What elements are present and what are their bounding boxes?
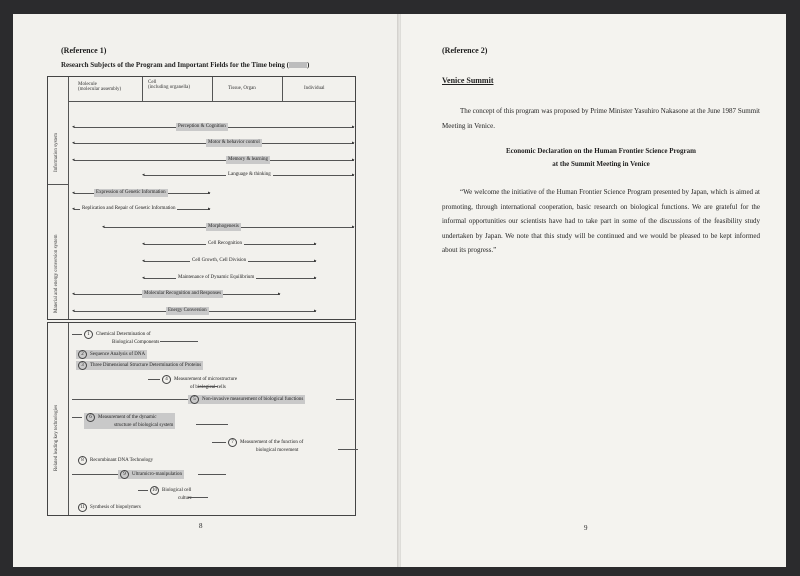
subject-label: Cell Recognition [208,241,243,246]
item-number-icon: 10 [152,488,157,493]
arrow-head-right: ▸ [352,125,355,130]
chart-title-text: Research Subjects of the Program and Important Fields for the Time being ( [61,61,290,69]
side-label-tech: Related leading key technologies [54,404,59,471]
subject-label: Molecular Recognition and Responses [144,291,222,296]
arrow-head-left: ◂ [72,141,75,146]
tech-arrow [148,379,160,380]
subject-label: Maintenance of Dynamic Equilibrium [178,275,255,280]
item-number-icon: 6 [86,413,95,422]
subject-label: Language & thinking [228,172,271,177]
left-page [13,14,398,567]
item-number-icon: 4 [162,375,171,384]
tech-arrow [138,490,148,491]
tech-arrow-tail [188,497,208,498]
declaration-line-1: Economic Declaration on the Human Frontier Science Program [506,147,696,155]
chart-title [61,61,309,69]
subject-label: Energy Conversion [168,308,207,313]
row-arrow [74,160,354,161]
tech-label: 3 Three Dimensional Structure Determination of Proteins [76,361,203,370]
tech-label: 11 Synthesis of biopolymers [76,503,143,512]
quote-paragraph: “We welcome the initiative of the Human Frontier Science Program presented by Japan, which is aimed at promoting, through international cooperation, basic research on biological functions. We are grateful for the informal opportunities our scientists have had to take part in some of the discussions of the feasibility study undertaken by Japan. We note that this study will be continued and we would be pleased to be kept informed about its progress.” [442,188,760,254]
arrow-head-right: ▸ [314,276,317,281]
tech-label: 10 Biological cell culture [152,488,192,501]
page-number-right: 9 [584,524,588,532]
arrow-head-left: ◂ [102,225,105,230]
page-number-left: 8 [199,522,203,530]
right-page [401,14,786,567]
arrow-head-left: ◂ [72,191,75,196]
item-number-icon: 8 [78,456,87,465]
arrow-head-left: ◂ [72,292,75,297]
arrow-head-left: ◂ [142,242,145,247]
item-number-icon: 5 [190,395,199,404]
tech-label: 7 Measurement of the function of biological movement [226,438,305,454]
arrow-head-right: ▸ [352,173,355,178]
item-number-icon: 9 [120,470,129,479]
tech-label: 1 Chemical Determination of Biological Components [82,330,161,346]
tech-label: 4 Measurement of microstructure of biological cells [160,375,239,391]
tech-arrow-tail [160,341,198,342]
item-number-icon: 3 [78,361,87,370]
legend-swatch [289,61,310,69]
item-number-icon: 2 [78,350,87,359]
subject-label: Memory & learning [228,157,268,162]
tech-label: 2 Sequence Analysis of DNA [76,350,147,359]
tech-label: 5 Non-invasive measurement of biological functions [188,395,305,404]
side-label-info: Information system [54,132,59,172]
subject-label: Expression of Genetic Information [96,190,166,195]
arrow-head-right: ▸ [208,207,211,212]
col-cell: Cell (including organella) [148,80,190,90]
tech-arrow [72,399,188,400]
arrow-head-left: ◂ [72,125,75,130]
item-number-icon: 1 [84,330,93,339]
arrow-head-left: ◂ [72,309,75,314]
arrow-head-left: ◂ [142,259,145,264]
arrow-head-right: ▸ [352,158,355,163]
tech-arrow [72,417,82,418]
subject-label: Cell Growth, Cell Division [192,258,247,263]
subject-label: Perception & Cognition [178,124,226,129]
tech-arrow-tail [196,424,228,425]
tech-arrow-tail [198,386,218,387]
section-title: Venice Summit [442,76,494,85]
arrow-head-right: ▸ [278,292,281,297]
tech-arrow [72,334,82,335]
col-molecule: Molecule (molecular assembly) [78,82,122,92]
tech-label: 8 Recombinant DNA Technology [76,456,155,465]
tech-label: 9 Ultramicro-manipulation [118,470,184,479]
subject-label: Motor & behavior control [208,140,260,145]
reference-1-heading: (Reference 1) [61,46,107,55]
arrow-head-left: ◂ [142,276,145,281]
arrow-head-left: ◂ [72,158,75,163]
tech-arrow-tail [198,474,226,475]
chart-title-end: ) [307,61,310,69]
tech-arrow [212,442,226,443]
arrow-head-right: ▸ [314,309,317,314]
arrow-head-right: ▸ [208,191,211,196]
declaration-heading [442,145,760,171]
col-tissue: Tissue, Organ [228,86,256,91]
item-number-icon: 7 [228,438,237,447]
arrow-head-right: ▸ [352,225,355,230]
arrow-head-right: ▸ [314,259,317,264]
tech-arrow-tail [338,449,358,450]
arrow-head-right: ▸ [314,242,317,247]
subject-label: Replication and Repair of Genetic Information [82,206,176,211]
arrow-head-right: ▸ [352,141,355,146]
subjects-chart [47,76,356,320]
side-label-material: Material and energy conversion system [54,234,59,313]
tech-chart [47,322,356,516]
declaration-line-2: at the Summit Meeting in Venice [552,160,650,168]
tech-arrow-tail [336,399,354,400]
tech-label: 6 Measurement of the dynamic structure of biological system [84,413,175,429]
subject-label: Morphogenesis [208,224,239,229]
arrow-head-left: ◂ [72,207,75,212]
item-number-icon: 11 [78,503,87,512]
tech-arrow [72,474,118,475]
intro-paragraph: The concept of this program was proposed by Prime Minister Yasuhiro Nakasone at the June 1987 Summit Meeting in Venice. [442,107,760,130]
arrow-head-left: ◂ [142,173,145,178]
reference-2-heading: (Reference 2) [442,46,488,55]
col-individual: Individual [304,86,325,91]
